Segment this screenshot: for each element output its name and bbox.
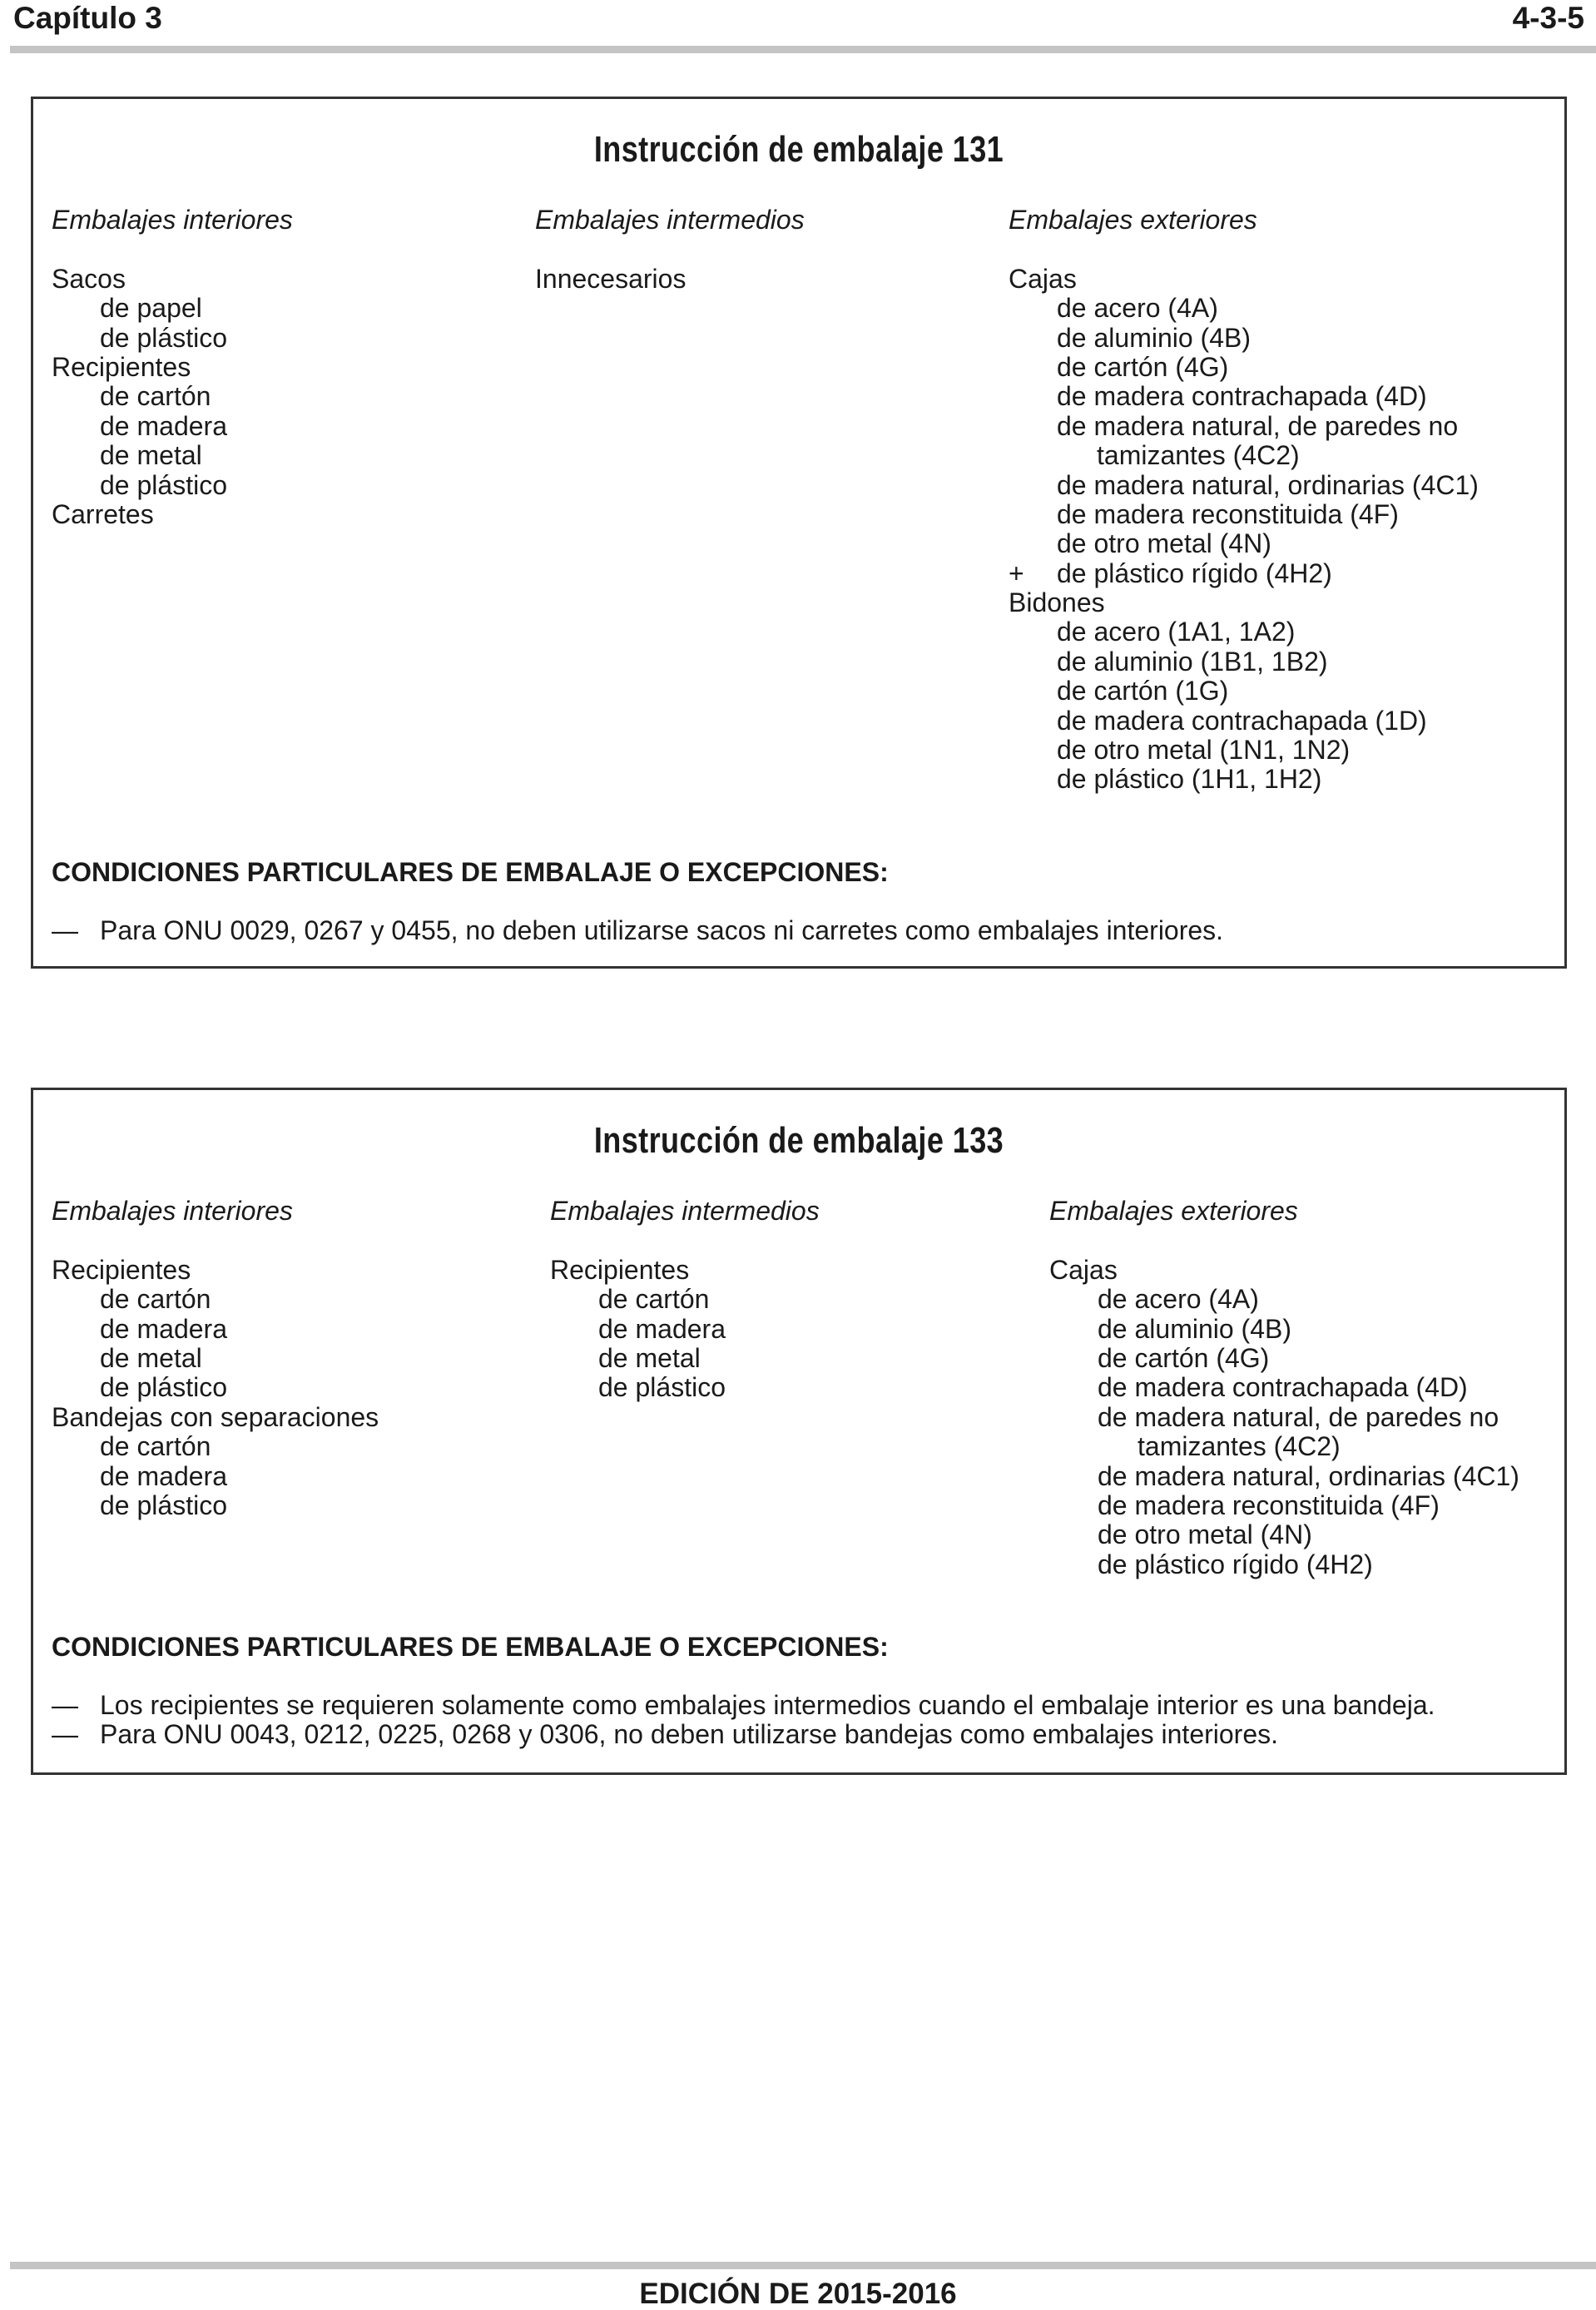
- item-text: de acero (1A1, 1A2): [1057, 617, 1296, 647]
- packaging-category: [52, 353, 293, 382]
- item-text: de madera: [100, 410, 227, 441]
- item-text: de cartón: [100, 1284, 211, 1315]
- item-text: de acero (4A): [1057, 293, 1218, 324]
- packaging-item: [52, 1285, 379, 1314]
- item-text: de madera natural, de paredes no: [1098, 1401, 1499, 1432]
- packaging-item: [52, 294, 293, 323]
- item-text: Sacos: [52, 263, 126, 294]
- item-text: de madera natural, de paredes no: [1057, 410, 1459, 441]
- packaging-item: [1049, 1285, 1519, 1314]
- item-text: Cajas: [1009, 263, 1077, 294]
- item-text: de cartón (1G): [1057, 676, 1229, 706]
- packaging-item: [1049, 1315, 1519, 1344]
- packaging-item: [52, 471, 293, 500]
- conditions-list: [52, 916, 1223, 945]
- packaging-item: [1049, 1550, 1519, 1579]
- footer-rule: [10, 2262, 1596, 2269]
- packaging-item: [52, 1462, 379, 1491]
- column-header: Embalajes exteriores: [1009, 205, 1257, 235]
- packaging-category: [52, 500, 293, 529]
- packaging-item: [1009, 500, 1479, 529]
- item-text: de madera contrachapada (4D): [1057, 381, 1427, 412]
- item-text: de metal: [100, 440, 202, 471]
- packaging-item: [1009, 529, 1479, 558]
- column-outer-packagings: [1009, 206, 1479, 795]
- packaging-item: [52, 324, 293, 353]
- condition-item: [52, 1720, 1435, 1749]
- item-text: Cajas: [1049, 1254, 1118, 1285]
- item-text: de aluminio (4B): [1098, 1313, 1291, 1344]
- item-text: de plástico: [598, 1372, 726, 1403]
- item-text: de madera reconstituida (4F): [1098, 1490, 1440, 1520]
- packaging-category: [1009, 588, 1479, 617]
- packaging-item: [52, 1315, 379, 1344]
- packaging-item: [550, 1344, 820, 1373]
- packaging-item: [1009, 559, 1479, 588]
- item-text: de madera contrachapada (1D): [1057, 705, 1427, 736]
- item-text: tamizantes (4C2): [1138, 1431, 1341, 1462]
- item-text: de otro metal (1N1, 1N2): [1057, 735, 1351, 766]
- item-text: tamizantes (4C2): [1097, 440, 1300, 471]
- packaging-item: [1009, 324, 1479, 353]
- instruction-title: Instrucción de embalaje 131: [593, 129, 1004, 170]
- column-intermediate-packagings: [550, 1197, 820, 1403]
- item-text: de metal: [100, 1342, 202, 1373]
- packaging-item: [52, 1491, 379, 1520]
- em-dash-marker: —: [52, 915, 78, 945]
- item-text: Recipientes: [550, 1254, 690, 1285]
- item-text: de plástico: [100, 469, 227, 500]
- packaging-item: [1009, 382, 1479, 411]
- packaging-item: [52, 1373, 379, 1402]
- item-text: de otro metal (4N): [1098, 1519, 1312, 1550]
- packaging-item: [1009, 617, 1479, 647]
- packaging-item: [1009, 677, 1479, 706]
- item-text: de plástico: [100, 322, 227, 353]
- column-header: Embalajes interiores: [52, 205, 293, 235]
- packaging-item: [1049, 1403, 1519, 1432]
- item-text: Innecesarios: [535, 263, 686, 294]
- conditions-title: CONDICIONES PARTICULARES DE EMBALAJE O EXCEPCIONES:: [52, 857, 889, 887]
- packaging-category: [52, 1256, 379, 1285]
- packaging-item: [1009, 412, 1479, 441]
- item-text: de cartón (4G): [1057, 351, 1229, 382]
- conditions-title: CONDICIONES PARTICULARES DE EMBALAJE O EXCEPCIONES:: [52, 1632, 889, 1662]
- packaging-item: [52, 441, 293, 470]
- column-header: Embalajes interiores: [52, 1196, 293, 1226]
- item-text: de plástico (1H1, 1H2): [1057, 764, 1322, 795]
- item-text: de cartón: [598, 1284, 710, 1315]
- column-inner-packagings: [52, 206, 293, 529]
- packaging-item: [550, 1315, 820, 1344]
- column-intermediate-packagings: [535, 206, 805, 294]
- packaging-item: [1009, 471, 1479, 500]
- item-text: de madera natural, ordinarias (4C1): [1098, 1460, 1519, 1491]
- item-text: de madera reconstituida (4F): [1057, 498, 1399, 529]
- packaging-item: [550, 1373, 820, 1402]
- packaging-category: [52, 1403, 379, 1432]
- item-text: de papel: [100, 293, 202, 324]
- item-text: de aluminio (4B): [1057, 322, 1251, 353]
- condition-text: Los recipientes se requieren solamente como embalajes intermedios cuando el embalaje interior es una bandeja.: [100, 1690, 1435, 1720]
- packaging-item: [1049, 1432, 1519, 1461]
- item-text: Carretes: [52, 498, 154, 529]
- packaging-item: [550, 1285, 820, 1314]
- condition-text: Para ONU 0043, 0212, 0225, 0268 y 0306, no deben utilizarse bandejas como embalajes interiores.: [100, 1719, 1279, 1750]
- column-outer-packagings: [1049, 1197, 1519, 1579]
- packaging-item: [1049, 1373, 1519, 1402]
- packaging-item: [1009, 441, 1479, 470]
- item-text: de plástico rígido (4H2): [1057, 558, 1332, 588]
- header-rule: [10, 46, 1596, 53]
- edition-footer: EDICIÓN DE 2015-2016: [639, 2278, 957, 2310]
- packaging-item: [1049, 1491, 1519, 1520]
- condition-item: [52, 1691, 1435, 1720]
- condition-item: [52, 916, 1223, 945]
- item-text: de madera: [598, 1313, 726, 1344]
- item-text: de madera natural, ordinarias (4C1): [1057, 469, 1479, 500]
- packaging-item: [1009, 353, 1479, 382]
- item-text: de madera: [100, 1460, 227, 1491]
- item-text: de acero (4A): [1098, 1284, 1259, 1315]
- instruction-title: Instrucción de embalaje 133: [593, 1120, 1004, 1161]
- packaging-item: [52, 382, 293, 411]
- packaging-category: [535, 265, 805, 294]
- item-text: de aluminio (1B1, 1B2): [1057, 646, 1328, 677]
- packaging-item: [52, 412, 293, 441]
- condition-text: Para ONU 0029, 0267 y 0455, no deben utilizarse sacos ni carretes como embalajes interiores.: [100, 915, 1224, 945]
- column-header: Embalajes intermedios: [550, 1196, 820, 1226]
- packaging-item: [1049, 1520, 1519, 1549]
- em-dash-marker: —: [52, 1719, 78, 1750]
- item-text: de plástico: [100, 1372, 227, 1403]
- page-number: 4-3-5: [1512, 1, 1584, 35]
- packing-instruction-131: [31, 97, 1567, 969]
- item-text: de plástico rígido (4H2): [1098, 1549, 1373, 1579]
- item-text: Bandejas con separaciones: [52, 1401, 379, 1432]
- packaging-item: [1009, 736, 1479, 765]
- packaging-category: [1009, 265, 1479, 294]
- conditions-list: [52, 1691, 1435, 1750]
- item-text: Recipientes: [52, 1254, 191, 1285]
- column-header: Embalajes exteriores: [1049, 1196, 1298, 1226]
- item-text: de cartón: [100, 1431, 211, 1462]
- packaging-item: [52, 1432, 379, 1461]
- chapter-label: Capítulo 3: [13, 1, 162, 35]
- packaging-category: [1049, 1256, 1519, 1285]
- packaging-item: [1009, 647, 1479, 677]
- item-text: de madera contrachapada (4D): [1098, 1372, 1468, 1403]
- packaging-category: [52, 265, 293, 294]
- item-text: de otro metal (4N): [1057, 528, 1271, 559]
- item-text: Recipientes: [52, 351, 191, 382]
- item-text: de plástico: [100, 1490, 227, 1520]
- packing-instruction-133: [31, 1088, 1567, 1775]
- packaging-item: [1009, 765, 1479, 794]
- column-header: Embalajes intermedios: [535, 205, 805, 235]
- packaging-item: [1049, 1344, 1519, 1373]
- packaging-item: [1049, 1462, 1519, 1491]
- item-text: de cartón: [100, 381, 211, 412]
- packaging-category: [550, 1256, 820, 1285]
- em-dash-marker: —: [52, 1690, 78, 1720]
- packaging-item: [1009, 294, 1479, 323]
- item-text: Bidones: [1009, 587, 1105, 618]
- item-text: de metal: [598, 1342, 701, 1373]
- packaging-item: [1009, 706, 1479, 736]
- packaging-item: [52, 1344, 379, 1373]
- plus-mark: +: [1009, 558, 1024, 588]
- item-text: de cartón (4G): [1098, 1342, 1270, 1373]
- item-text: de madera: [100, 1313, 227, 1344]
- column-inner-packagings: [52, 1197, 379, 1520]
